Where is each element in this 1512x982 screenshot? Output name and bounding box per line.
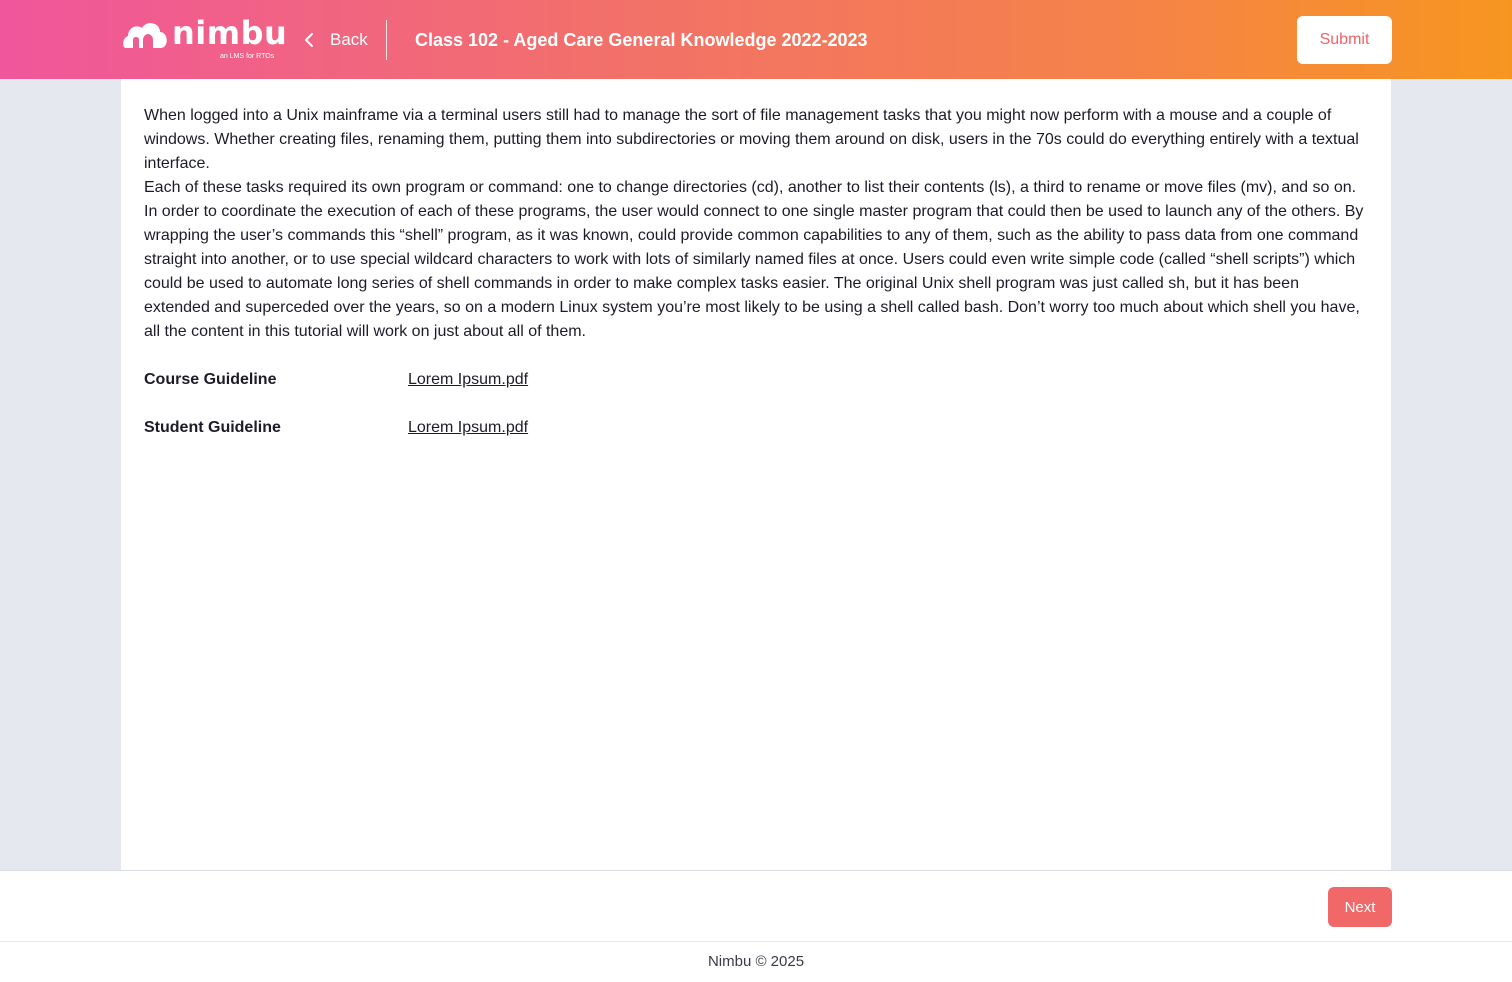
student-guideline-link[interactable]: Lorem Ipsum.pdf bbox=[408, 419, 529, 436]
logo-wordmark: nimbu bbox=[172, 14, 288, 52]
back-button[interactable] bbox=[300, 22, 368, 58]
content-paragraph: Each of these tasks required its own program or command: one to change directories (cd), another to list their contents (ls), a third to rename or move files (mv), and so on. In order to coordinate the execution of each of these programs, the user would connect to one single master program that could then be used to launch any of the others. By wrapping the user’s commands this “shell” program, as it was known, could provide common capabilities to any of them, such as the ability to pass data from one command straight into another, or to use special wildcard characters to work with lots of similarly named files at once. Users could even write simple code (called “shell scripts”) which could be used to automate long series of shell commands in order to make complex tasks easier. The original Unix shell program was just called sh, but it has been extended and superceded over the years, so on a modern Linux system you’re most likely to be using a shell called bash. Don’t worry too much about which shell you have, all the content in this tutorial will work on just about all of them. bbox=[144, 179, 1364, 340]
student-guideline-label: Student Guideline bbox=[144, 419, 281, 436]
page-title: Class 102 - Aged Care General Knowledge 2022-2023 bbox=[415, 30, 868, 50]
header-divider bbox=[386, 20, 387, 60]
logo-tagline: an LMS for RTOs bbox=[220, 53, 275, 60]
content-paragraph: When logged into a Unix mainframe via a terminal users still had to manage the sort of file management tasks that you might now perform with a mouse and a couple of windows. Whether creating files, renaming them, putting them into subdirectories or moving them around on disk, users in the 70s could do everything entirely with a textual interface. bbox=[144, 107, 1359, 172]
cloud-logo-icon bbox=[122, 20, 168, 50]
bottom-navigation-bar bbox=[0, 870, 1512, 942]
back-label: Back bbox=[330, 30, 368, 49]
chevron-left-icon bbox=[300, 31, 318, 49]
next-button[interactable]: Next bbox=[1328, 887, 1392, 927]
course-guideline-label: Course Guideline bbox=[144, 371, 277, 388]
footer-copyright: Nimbu © 2025 bbox=[707, 953, 805, 970]
content-card bbox=[121, 79, 1391, 870]
course-guideline-link[interactable]: Lorem Ipsum.pdf bbox=[408, 371, 529, 388]
submit-button[interactable]: Submit bbox=[1297, 16, 1392, 64]
top-header bbox=[0, 0, 1512, 79]
nimbu-logo[interactable] bbox=[122, 14, 288, 62]
page-footer bbox=[0, 942, 1512, 982]
